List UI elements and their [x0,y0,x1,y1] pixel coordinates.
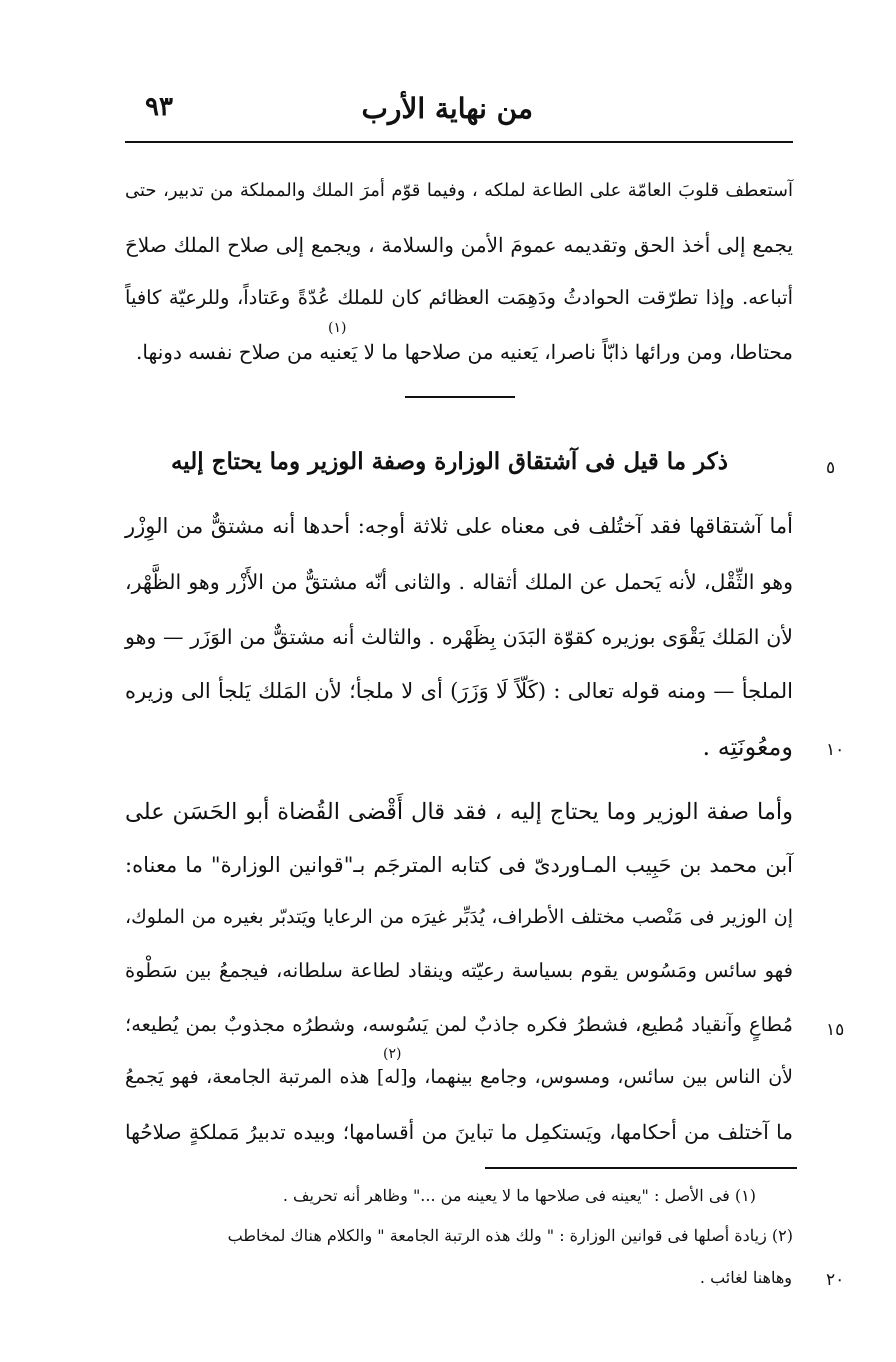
footnote-2: (٢) زيادة أصلها فى قوانين الوزارة : " ولك هذه الرتبة الجامعة " والكلام هناك لمخاطب [227,1226,793,1245]
footnote-rule [485,1167,797,1169]
paragraph-3-line-1: وأما صفة الوزير وما يحتاج إليه ، فقد قال أَقْضى القُضاة أبو الحَسَن على [125,799,793,825]
footnote-ref-2: (٢) [383,1046,402,1062]
paragraph-1-line-2: يجمع إلى أخذ الحق وتقديمه عمومَ الأمن والسلامة ، ويجمع إلى صلاح الملك صلاحَ [125,233,793,257]
footnote-ref-1: (١) [328,320,347,336]
paragraph-1-line-4: محتاطا، ومن ورائها ذابّاً ناصرا، يَعنيه من صلاحها ما لا يَعنيه من صلاح نفسه دونها. [136,340,793,364]
paragraph-3-line-4: فهو سائس ومَسُوس يقوم بسياسة رعيّته وينقاد لطاعة سلطانه، فيجمعُ بين سَطْوة [125,959,793,982]
line-number-20: ٢٠ [826,1270,845,1290]
paragraph-2-line-1: أما آشتقاقها فقد آختُلف فى معناه على ثلاثة أوجه: أحدها أنه مشتقٌّ من الوِزْر [125,514,793,538]
paragraph-3-line-2: آبن محمد بن حَبِيب المـاوردىّ فى كتابه المترجَم بـ"قوانين الوزارة" ما معناه: [125,853,793,877]
paragraph-3-line-7: ما آختلف من أحكامها، ويَستكمِل ما تباينَ من أقسامها؛ وبيده تدبيرُ مَملكةٍ صلاحُها [125,1120,793,1144]
footnote-1: (١) فى الأصل : "يعينه فى صلاحها ما لا يعينه من ..." وظاهر أنه تحريف . [282,1186,756,1205]
page-header [125,92,793,132]
paragraph-3-line-5: مُطاعٍ وآنقياد مُطيع، فشطرُ فكره جاذبٌ لمن يَسُوسه، وشطرُه مجذوبٌ بمن يُطيعه؛ [125,1013,793,1036]
paragraph-2-line-3: لأن المَلك يَقْوَى بوزيره كقوّة البَدَن بِظَهْره . والثالث أنه مشتقٌّ من الوَزَر — وهو [125,625,793,649]
footnote-2-continued: وهاهنا لغائب . [699,1268,792,1287]
page-number: ٩٣ [145,92,173,122]
header-rule [125,141,793,143]
running-title: من نهاية الأرب [361,92,533,125]
line-number-10: ١٠ [826,740,845,760]
paragraph-2-line-4: الملجأ — ومنه قوله تعالى : (كَلّاً لَا وَزَرَ) أى لا ملجأ؛ لأن المَلك يَلجأ الى وزيره [125,679,793,703]
paragraph-1-line-3: أتباعه. وإذا تطرّقت الحوادثُ ودَهِمَت العظائم كان للملك عُدّةً وعَتاداً، وللرعيّة كافياً [125,286,793,309]
paragraph-2-line-2: وهو الثِّقْل، لأنه يَحمل عن الملك أثقاله . والثانى أنّه مشتقٌّ من الأَزْر وهو الظَّهْر، [125,570,793,594]
paragraph-3-line-3: إن الوزير فى مَنْصب مختلف الأطراف، يُدَبِّر غيرَه من الرعايا ويَتدبّر بغيره من الملوك، [125,906,793,928]
section-title: ذكر ما قيل فى آشتقاق الوزارة وصفة الوزير وما يحتاج إليه [170,448,728,475]
paragraph-2-line-5: ومعُونَتِه . [702,733,793,761]
section-divider [405,396,515,398]
paragraph-3-line-6: لأن الناس بين سائس، ومسوس، وجامع بينهما، و[له] هذه المرتبة الجامعة، فهو يَجمعُ [125,1066,793,1088]
paragraph-1-line-1: آستعطف قلوبَ العامّة على الطاعة لملكه ، وفيما قوّم أمرَ الملك والمملكة من تدبير، حتى [125,180,793,201]
line-number-15: ١٥ [826,1020,845,1040]
line-number-5: ٥ [826,458,836,478]
